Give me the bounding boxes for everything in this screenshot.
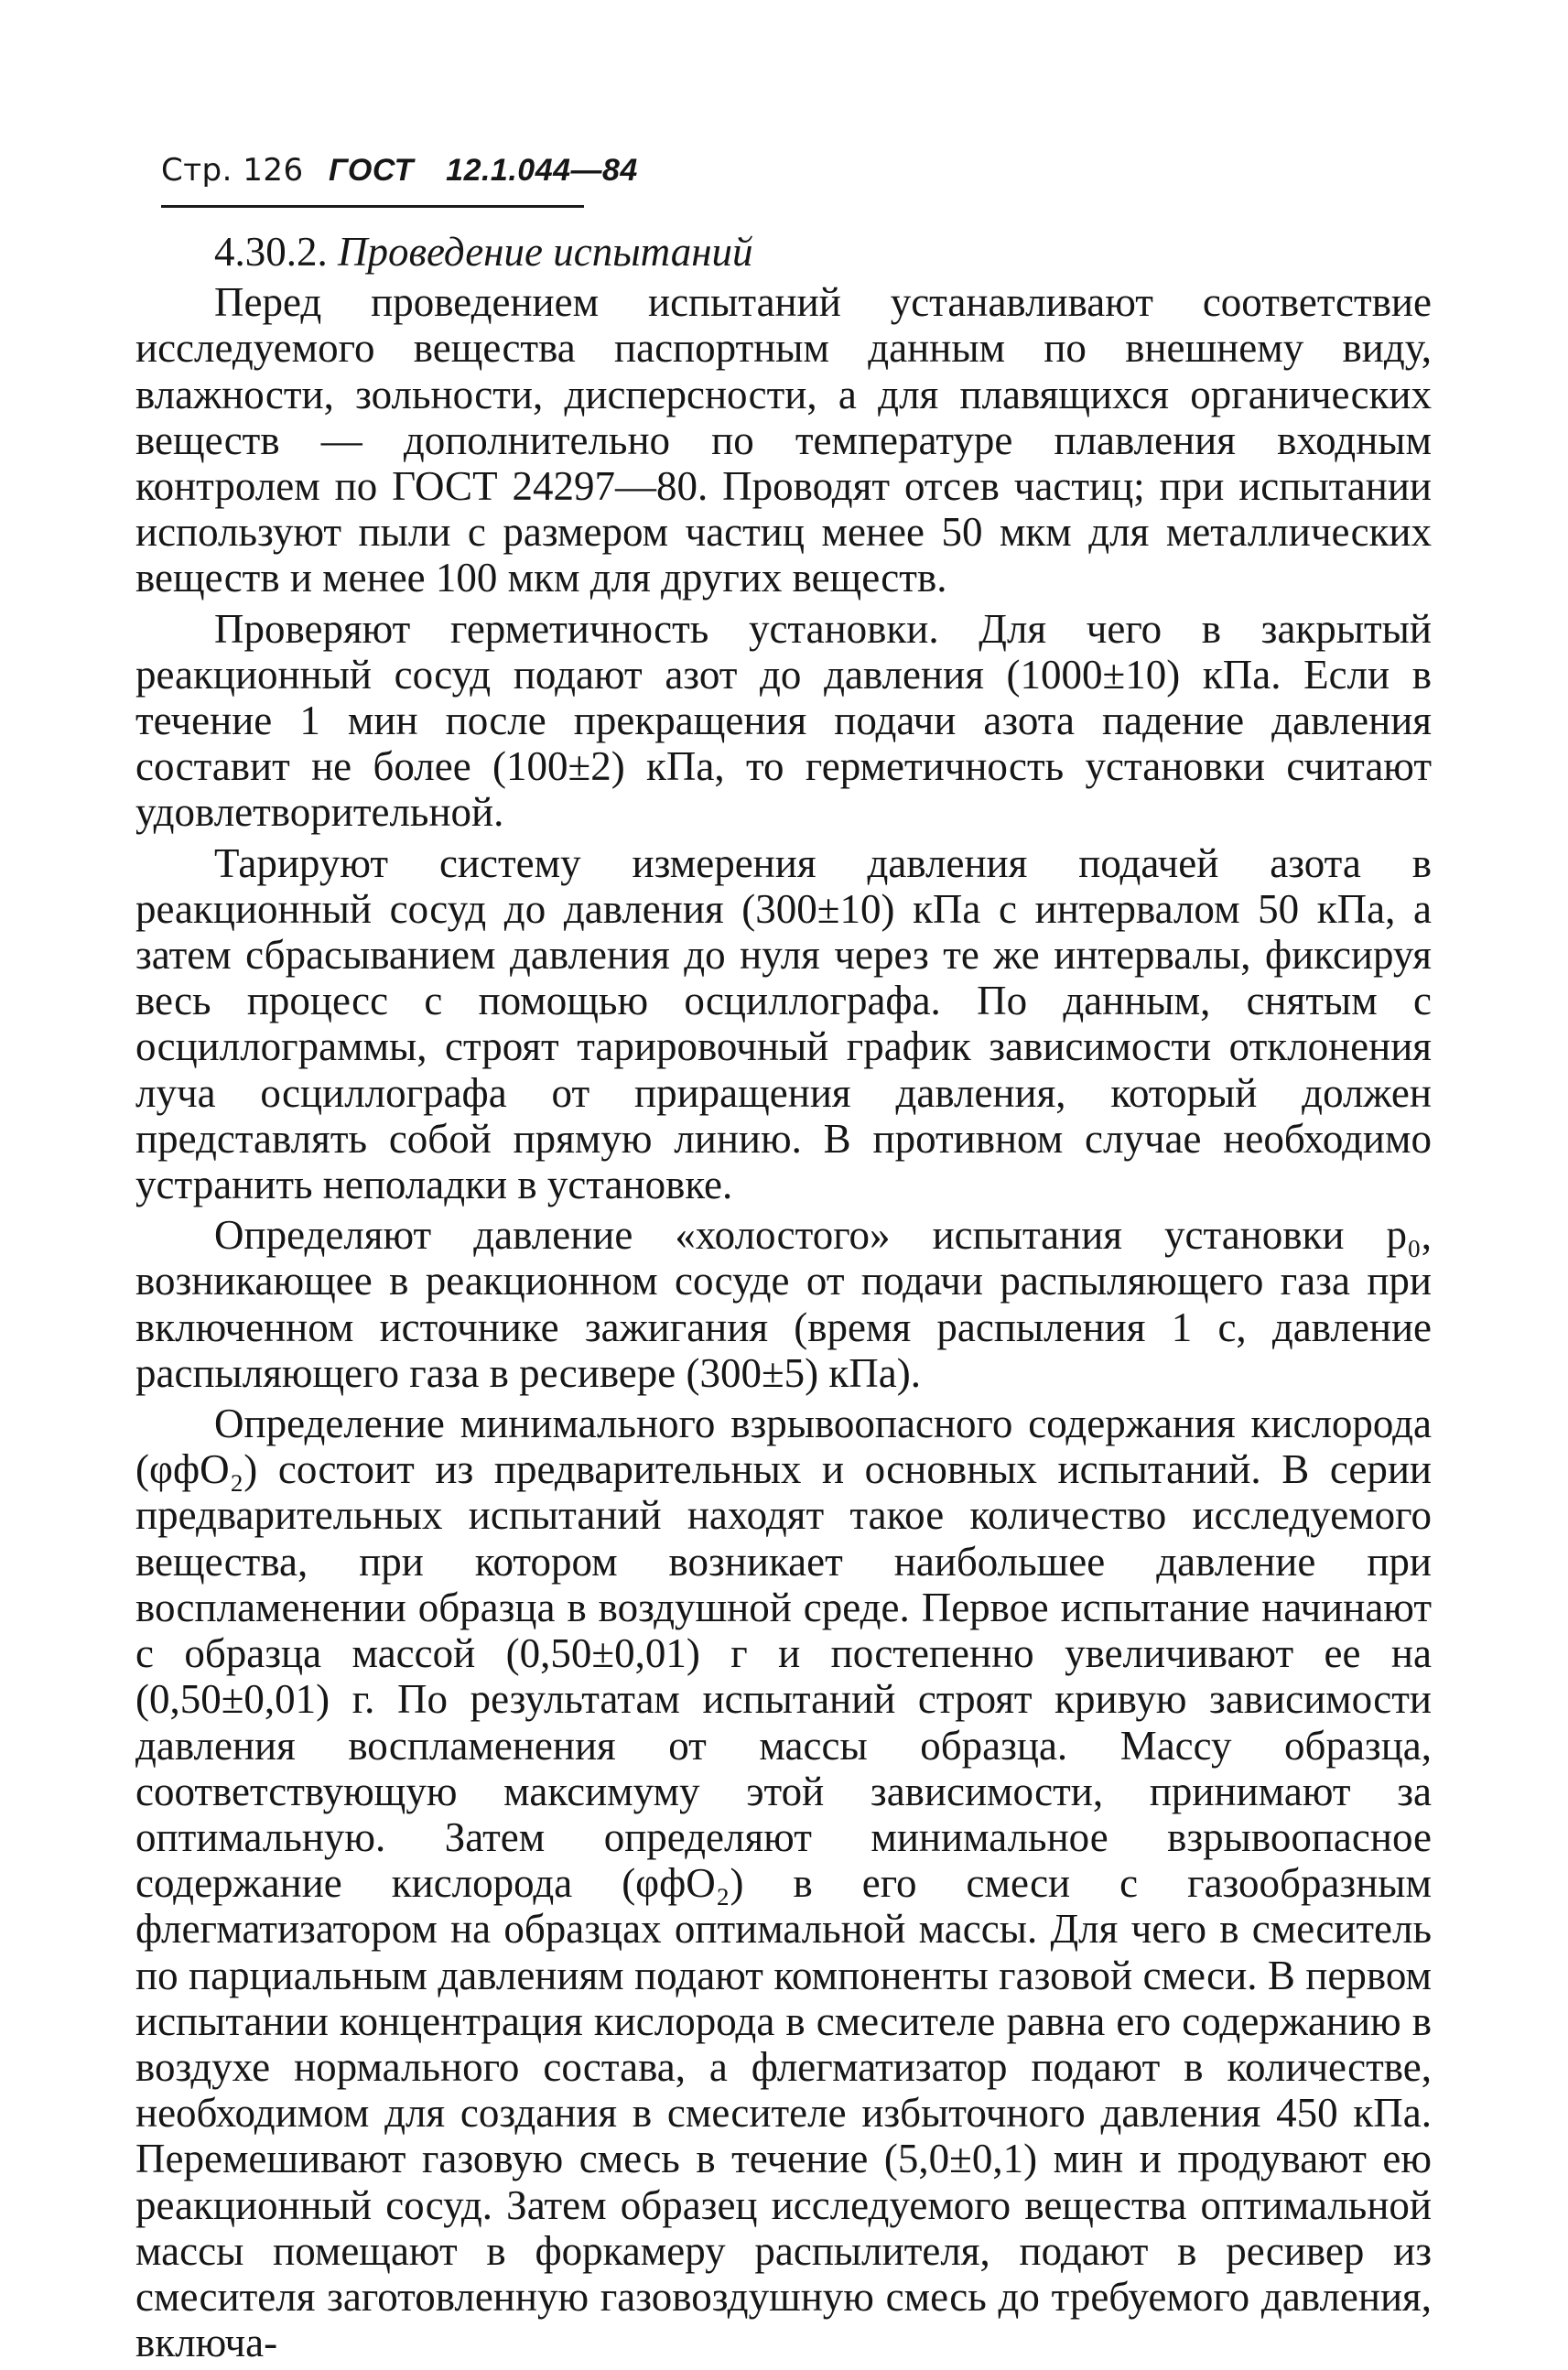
paragraph: Проверяют герметичность установки. Для чего в закрытый реакционный сосуд подают азот до давления (1000±10) кПа. Если в течение 1 мин после прекращения подачи азота падение давления составит не более (100±2) кПа, то герметичность установки считают удовлетворительной. (135, 605, 1432, 836)
page-number: Стр. 126 (161, 152, 304, 189)
header-rule (161, 205, 584, 208)
section-number: 4.30.2. (214, 229, 328, 275)
body-text (135, 229, 1432, 2370)
paragraph: Перед проведением испытаний устанавливают соответствие исследуемого вещества паспортным данным по внешнему виду, влажности, зольности, дисперсности, а для плавящихся органических веществ — дополнительно по температуре плавления входным контролем по ГОСТ 24297—80. Проводят отсев частиц; при испытании используют пыли с размером частиц менее 50 мкм для металлических веществ и менее 100 мкм для других веществ. (135, 279, 1432, 601)
standard-number: 12.1.044—84 (446, 153, 638, 188)
paragraph: Определение минимального взрывоопасного содержания кислорода (φфO₂) состоит из предварительных и основных испытаний. В серии предварительных испытаний находят такое количество исследуемого вещества, при котором возникает наибольшее давление при воспламенении образца в воздушной среде. Первое испытание начинают с образца массой (0,50±0,01) г и постепенно увеличивают ее на (0,50±0,01) г. По результатам испытаний строят кривую зависимости давления воспламенения от массы образца. Массу образца, соответствующую максимуму этой зависимости, принимают за оптимальную. Затем определяют минимальное взрывоопасное содержание кислорода (φфO₂) в его смеси с газообразным флегматизатором на образцах оптимальной массы. Для чего в смеситель по парциальным давлениям подают компоненты газовой смеси. В первом испытании концентрация кислорода в смесителе равна его содержанию в воздухе нормального состава, а флегматизатор подают в количестве, необходимом для создания в смесителе избыточного давления 450 кПа. Перемешивают газовую смесь в течение (5,0±0,1) мин и продувают ею реакционный сосуд. Затем образец исследуемого вещества оптимальной массы помещают в форкамеру распылителя, подают в ресивер из смесителя заготовленную газовоздушную смесь до требуемого давления, включа- (135, 1401, 1432, 2366)
paragraph: Тарируют систему измерения давления подачей азота в реакционный сосуд до давления (300±10) кПа с интервалом 50 кПа, а затем сбрасыванием давления до нуля через те же интервалы, фиксируя весь процесс с помощью осциллографа. По данным, снятым с осциллограммы, строят тарировочный график зависимости отклонения луча осциллографа от приращения давления, который должен представлять собой прямую линию. В противном случае необходимо устранить неполадки в установке. (135, 839, 1432, 1208)
section-heading (135, 229, 1432, 275)
section-title: Проведение испытаний (338, 229, 753, 275)
paragraph: Определяют давление «холостого» испытания установки p₀, возникающее в реакционном сосуде от подачи распыляющего газа при включенном источнике зажигания (время распыления 1 с, давление распыляющего газа в ресивере (300±5) кПа). (135, 1212, 1432, 1396)
standard-name: ГОСТ (328, 153, 414, 188)
running-header (161, 152, 638, 189)
